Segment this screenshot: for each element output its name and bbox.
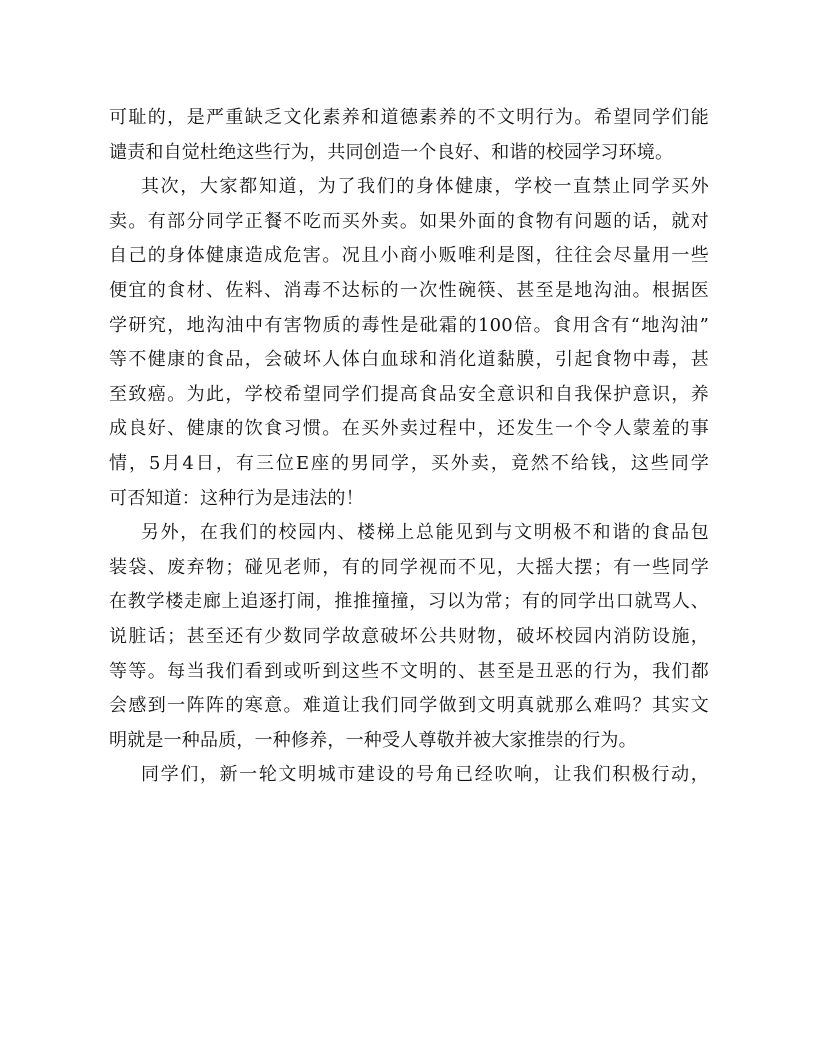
text-line-15: 在教学楼走廊上追逐打闹，推推撞撞，习以为常；有的同学出口就骂人、 — [109, 591, 709, 613]
text-line-19: 明就是一种品质，一种修养，一种受人尊敬并被大家推崇的行为。 — [109, 729, 637, 751]
text-line-8: 等不健康的食品，会破坏人体白血球和消化道黏膜，引起食物中毒，甚 — [109, 349, 709, 371]
text-line-10: 成良好、健康的饮食习惯。在买外卖过程中，还发生一个令人蒙羞的事 — [109, 418, 709, 440]
body-text — [109, 101, 709, 793]
text-line-12: 可否知道：这种行为是违法的！ — [109, 487, 364, 509]
paragraph-3-line-1: 另外，在我们的校园内、楼梯上总能见到与文明极不和谐的食品包 — [141, 522, 709, 544]
text-line-14: 装袋、废弃物；碰见老师，有的同学视而不见，大摇大摆；有一些同学 — [109, 556, 709, 578]
text-line-7: 学研究，地沟油中有害物质的毒性是砒霜的100倍。食用含有“地沟油” — [109, 314, 709, 336]
text-line-18: 会感到一阵阵的寒意。难道让我们同学做到文明真就那么难吗？其实文 — [109, 695, 709, 717]
text-line-5: 自己的身体健康造成危害。况且小商小贩唯利是图，往往会尽量用一些 — [109, 245, 709, 267]
text-line-2: 谴责和自觉杜绝这些行为，共同创造一个良好、和谐的校园学习环境。 — [109, 141, 674, 163]
text-line-16: 说脏话；甚至还有少数同学故意破坏公共财物，破坏校园内消防设施， — [109, 625, 709, 647]
text-line-6: 便宜的食材、佐料、消毒不达标的一次性碗筷、甚至是地沟油。根据医 — [109, 279, 709, 301]
text-line-4: 卖。有部分同学正餐不吃而买外卖。如果外面的食物有问题的话，就对 — [109, 210, 709, 232]
paragraph-2-line-1: 其次，大家都知道，为了我们的身体健康，学校一直禁止同学买外 — [141, 176, 709, 198]
text-line-9: 至致癌。为此，学校希望同学们提高食品安全意识和自我保护意识，养 — [109, 383, 709, 405]
paragraph-4-line-1: 同学们，新一轮文明城市建设的号角已经吹响，让我们积极行动， — [141, 764, 709, 786]
text-line-11: 情，5月4日，有三位E座的男同学，买外卖，竟然不给钱，这些同学 — [109, 452, 709, 474]
text-line-1: 可耻的，是严重缺乏文化素养和道德素养的不文明行为。希望同学们能 — [109, 107, 709, 128]
text-line-17: 等等。每当我们看到或听到这些不文明的、甚至是丑恶的行为，我们都 — [109, 660, 709, 682]
